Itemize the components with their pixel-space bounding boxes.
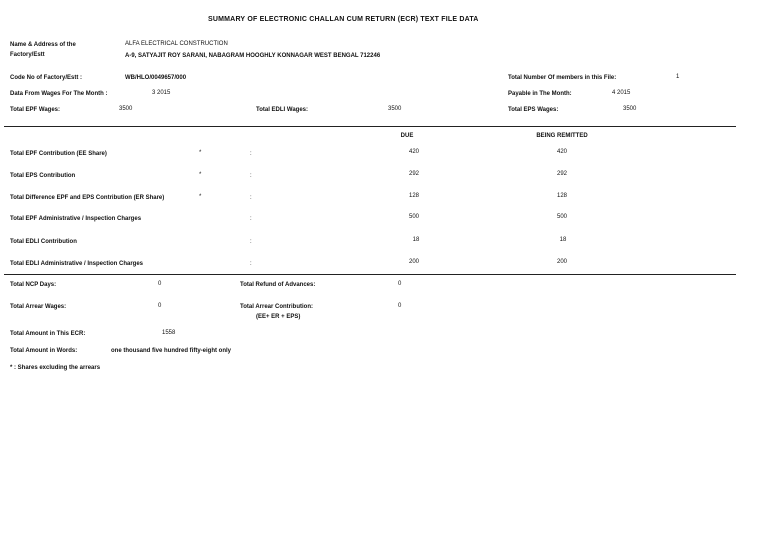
refund-value: 0 <box>398 281 402 287</box>
payable-label: Payable in The Month: <box>508 91 572 97</box>
epf-wages-label: Total EPF Wages: <box>10 107 61 113</box>
members-value: 1 <box>676 74 680 80</box>
row-label: Total EDLI Administrative / Inspection Charges <box>10 261 144 267</box>
total-amount-label: Total Amount in This ECR: <box>10 331 86 337</box>
row-sep: : <box>250 195 252 201</box>
wages-month-label: Data From Wages For The Month : <box>10 91 108 97</box>
arrear-contribution-label: Total Arrear Contribution: <box>240 304 313 310</box>
row-due: 500 <box>408 214 419 220</box>
col-due-header: DUE <box>400 133 414 139</box>
arrear-wages-value: 0 <box>158 303 162 309</box>
row-label: Total EDLI Contribution <box>10 239 77 245</box>
ncp-days-value: 0 <box>158 281 162 287</box>
row-sep: : <box>250 151 252 157</box>
row-due: 18 <box>412 237 420 243</box>
members-label: Total Number Of members in this File: <box>508 75 617 81</box>
org-address: A-9, SATYAJIT ROY SARANI, NABAGRAM HOOGHLY KONNAGAR WEST BENGAL 712246 <box>125 53 381 59</box>
row-due: 128 <box>408 193 419 199</box>
arrear-contribution-value: 0 <box>398 303 402 309</box>
row-sep: : <box>250 261 252 267</box>
shares-note: * : Shares excluding the arrears <box>10 365 101 371</box>
row-remitted: 18 <box>559 237 567 243</box>
section-divider-top <box>4 126 736 127</box>
row-due: 420 <box>408 149 419 155</box>
refund-label: Total Refund of Advances: <box>240 282 316 288</box>
row-sep: : <box>250 173 252 179</box>
row-remitted: 292 <box>556 171 567 177</box>
amount-words-label: Total Amount in Words: <box>10 348 78 354</box>
row-star: * <box>199 172 202 178</box>
name-address-label: Name & Address of the <box>10 42 76 48</box>
row-remitted: 420 <box>556 149 567 155</box>
section-divider-bottom <box>4 274 736 275</box>
arrear-contribution-sublabel: (EE+ ER + EPS) <box>256 314 301 320</box>
row-due: 200 <box>408 259 419 265</box>
col-remitted-header: BEING REMITTED <box>536 133 588 139</box>
org-name: ALFA ELECTRICAL CONSTRUCTION <box>125 41 228 47</box>
row-due: 292 <box>408 171 419 177</box>
epf-wages-value: 3500 <box>119 106 133 112</box>
edli-wages-label: Total EDLI Wages: <box>256 107 309 113</box>
arrear-wages-label: Total Arrear Wages: <box>10 304 67 310</box>
eps-wages-label: Total EPS Wages: <box>508 107 559 113</box>
total-amount-value: 1558 <box>162 330 176 336</box>
payable-value: 4 2015 <box>612 90 631 96</box>
edli-wages-value: 3500 <box>388 106 402 112</box>
factory-label: Factory/Estt <box>10 52 45 58</box>
row-star: * <box>199 150 202 156</box>
row-sep: : <box>250 239 252 245</box>
eps-wages-value: 3500 <box>623 106 637 112</box>
code-value: WB/HLO/0049657/000 <box>125 75 187 81</box>
row-star: * <box>199 194 202 200</box>
row-label: Total EPF Contribution (EE Share) <box>10 151 107 157</box>
row-label: Total EPS Contribution <box>10 173 76 179</box>
page-title: SUMMARY OF ELECTRONIC CHALLAN CUM RETURN (ECR) TEXT FILE DATA <box>208 16 479 23</box>
row-label: Total Difference EPF and EPS Contribution (ER Share) <box>10 195 165 201</box>
amount-words-value: one thousand five hundred fifty-eight only <box>111 348 231 354</box>
row-remitted: 500 <box>556 214 567 220</box>
wages-month-value: 3 2015 <box>152 90 171 96</box>
row-remitted: 128 <box>556 193 567 199</box>
row-label: Total EPF Administrative / Inspection Charges <box>10 216 142 222</box>
row-sep: : <box>250 216 252 222</box>
ncp-days-label: Total NCP Days: <box>10 282 57 288</box>
code-label: Code No of Factory/Estt : <box>10 75 83 81</box>
row-remitted: 200 <box>556 259 567 265</box>
